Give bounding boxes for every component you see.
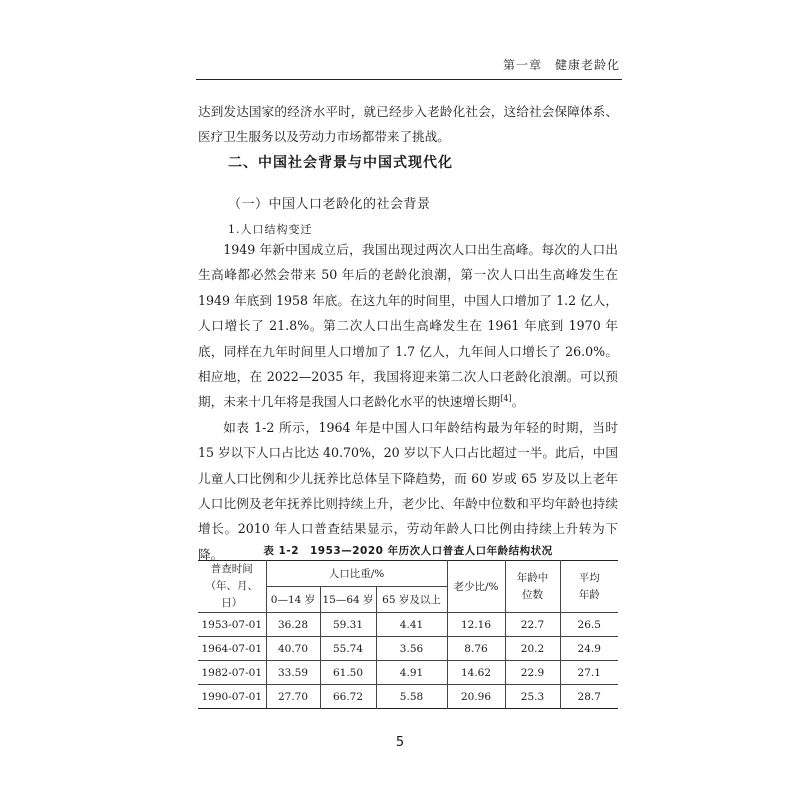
header-date-line1: 普查时间 [210, 563, 253, 575]
cell-age-65-plus: 5.58 [376, 685, 447, 709]
cell-age-0-14: 40.70 [266, 637, 320, 661]
header-mean-age [560, 561, 618, 613]
cell-age-0-14: 33.59 [266, 661, 320, 685]
header-median-age [505, 561, 560, 613]
table-row [198, 637, 618, 661]
body-text [198, 237, 618, 567]
header-age-0-14: 0—14 岁 [266, 587, 320, 613]
cell-date: 1964-07-01 [198, 637, 266, 661]
cell-age-15-64: 55.74 [320, 637, 376, 661]
cell-age-15-64: 59.31 [320, 613, 376, 637]
table-row [198, 685, 618, 709]
cell-ratio: 20.96 [447, 685, 505, 709]
header-rule [196, 79, 622, 80]
paragraph-2: 如表 1-2 所示，1964 年是中国人口年龄结构最为年轻的时期，当时 15 岁以下人口占比达 40.70%，20 岁以下人口占比超过一半。此后，中国儿童人口比例和少儿抚养比总体呈下降趋势，而 60 岁或 65 岁及以上老年人口比例及老年抚养比则持续上升，老少比、年龄中位数和平均年龄也持续增长。2010 年人口普查结果显示，劳动年龄人口比例由持续上升转为下降。 [198, 419, 618, 562]
intro-paragraph: 达到发达国家的经济水平时，就已经步入老龄化社会，这给社会保障体系、医疗卫生服务以及劳动力市场都带来了挑战。 [198, 104, 618, 145]
cell-age-15-64: 61.50 [320, 661, 376, 685]
running-head: 第一章 健康老龄化 [502, 58, 620, 72]
paragraph-1 [198, 237, 618, 415]
header-mean-line1: 平均 [578, 571, 600, 584]
intro-text [198, 99, 618, 150]
cell-age-0-14: 27.70 [266, 685, 320, 709]
paragraph-1-end: 。 [511, 394, 525, 410]
cell-age-0-14: 36.28 [266, 613, 320, 637]
cell-date: 1990-07-01 [198, 685, 266, 709]
cell-ratio: 14.62 [447, 661, 505, 685]
table-row [198, 613, 618, 637]
cell-date: 1982-07-01 [198, 661, 266, 685]
section-heading: 二、中国社会背景与中国式现代化 [228, 155, 453, 171]
cell-median: 22.9 [505, 661, 560, 685]
cell-mean: 26.5 [560, 613, 618, 637]
age-structure-table [198, 560, 618, 709]
header-old-young-ratio: 老少比/% [447, 561, 505, 613]
cell-ratio: 12.16 [447, 613, 505, 637]
cell-age-65-plus: 3.56 [376, 637, 447, 661]
header-age-15-64: 15—64 岁 [320, 587, 376, 613]
header-median-line2: 位数 [522, 588, 543, 601]
table-caption: 表 1-2 1953—2020 年历次人口普查人口年龄结构状况 [263, 545, 553, 557]
cell-age-15-64: 66.72 [320, 685, 376, 709]
page-number: 5 [395, 735, 405, 750]
cell-median: 22.7 [505, 613, 560, 637]
cell-date: 1953-07-01 [198, 613, 266, 637]
header-census-date [198, 561, 266, 613]
subsubsection-heading: 1.人口结构变迁 [228, 223, 313, 236]
cell-median: 20.2 [505, 637, 560, 661]
header-mean-line2: 年龄 [578, 588, 600, 601]
paragraph-1-text: 1949 年新中国成立后，我国出现过两次人口出生高峰。每次的人口出生高峰都必然会带来 50 年后的老龄化浪潮，第一次人口出生高峰发生在 1949 年底到 1958 年底。在这九年的时间里，中国人口增加了 1.2 亿人，人口增长了 21.8%。第二次人口出生高峰发生在 1961 年底到 1970 年底，同样在九年时间里人口增加了 1.7 亿人，九年间人口增长了 26.0%。相应地，在 2022—2035 年，我国将迎来第二次人口老龄化浪潮。可以预期，未来十几年将是我国人口老龄化水平的快速增长期 [198, 242, 618, 410]
subsection-heading: （一）中国人口老龄化的社会背景 [228, 197, 431, 212]
cell-mean: 27.1 [560, 661, 618, 685]
cell-median: 25.3 [505, 685, 560, 709]
cell-mean: 24.9 [560, 637, 618, 661]
header-date-line2: （年、月、日） [205, 580, 258, 609]
table-row [198, 661, 618, 685]
cell-age-65-plus: 4.91 [376, 661, 447, 685]
header-median-line1: 年龄中 [516, 571, 549, 584]
header-age-65-plus: 65 岁及以上 [376, 587, 447, 613]
cell-mean: 28.7 [560, 685, 618, 709]
cell-ratio: 8.76 [447, 637, 505, 661]
cell-age-65-plus: 4.41 [376, 613, 447, 637]
header-population-proportion: 人口比重/% [266, 561, 447, 587]
citation-ref[interactable]: [4] [500, 394, 512, 404]
